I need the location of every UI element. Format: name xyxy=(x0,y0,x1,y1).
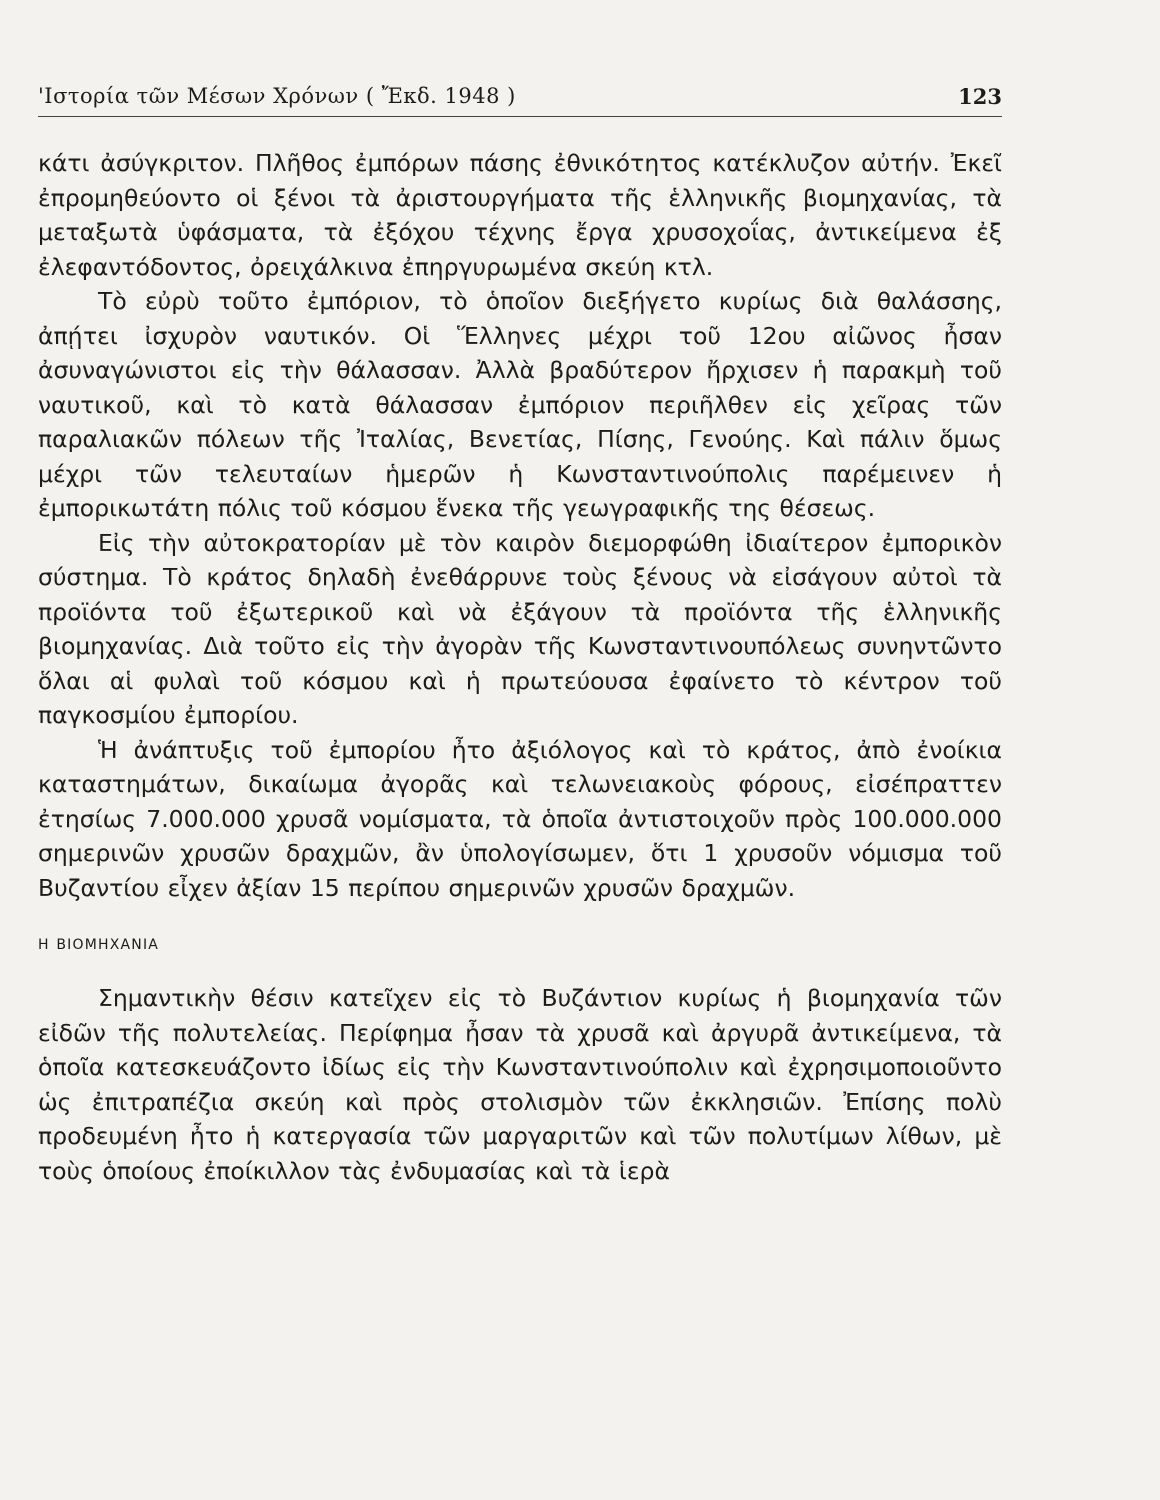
running-title: 'Ιστορία τῶν Μέσων Χρόνων ( Ἔκδ. 1948 ) xyxy=(38,84,516,108)
paragraph-trade-system: Εἰς τὴν αὐτοκρατορίαν μὲ τὸν καιρὸν διεμορφώθη ἰδιαίτερον ἐμπορικὸν σύστημα. Τὸ κράτος δηλαδὴ ἐνεθάρρυνε τοὺς ξένους νὰ εἰσάγουν αὐτοὶ τὰ προϊόντα τοῦ ἐξωτερικοῦ καὶ νὰ ἐξάγουν τὰ προϊόντα τῆς ἑλληνικῆς βιομηχανίας. Διὰ τοῦτο εἰς τὴν ἀγορὰν τῆς Κωνσταντινουπόλεως συνηντῶντο ὅλαι αἱ φυλαὶ τοῦ κόσμου καὶ ἡ πρωτεύουσα ἐφαίνετο τὸ κέντρον τοῦ παγκοσμίου ἐμπορίου. xyxy=(38,528,1002,729)
paragraph-trade-intro: κάτι ἀσύγκριτον. Πλῆθος ἐμπόρων πάσης ἐθνικότητος κατέκλυζον αὐτήν. Ἐκεῖ ἐπρομηθεύοντο οἱ ξένοι τὰ ἀριστουργήματα τῆς ἑλληνικῆς βιομηχανίας, τὰ μεταξωτὰ ὑφάσματα, τὰ ἐξόχου τέχνης ἔργα χρυσοχοΐας, ἀντικείμενα ἐξ ἐλεφαντόδοντος, ὀρειχάλκινα ἐπηργυρωμένα σκεύη κτλ. xyxy=(38,149,1002,281)
paragraph-navy: Τὸ εὐρὺ τοῦτο ἐμπόριον, τὸ ὁποῖον διεξήγετο κυρίως διὰ θαλάσσης, ἀπῄτει ἰσχυρὸν ναυτικόν. Οἱ Ἕλληνες μέχρι τοῦ 12ου αἰῶνος ἦσαν ἀσυναγώνιστοι εἰς τὴν θάλασσαν. Ἀλλὰ βραδύτερον ἤρχισεν ἡ παρακμὴ τοῦ ναυτικοῦ, καὶ τὸ κατὰ θάλασσαν ἐμπόριον περιῆλθεν εἰς χεῖρας τῶν παραλιακῶν πόλεων τῆς Ἰταλίας, Βενετίας, Πίσης, Γενούης. Καὶ πάλιν ὅμως μέχρι τῶν τελευταίων ἡμερῶν ἡ Κωνσταντινούπολις παρέμεινεν ἡ ἐμπορικωτάτη πόλις τοῦ κόσμου ἕνεκα τῆς γεωγραφικῆς της θέσεως. xyxy=(38,287,1002,522)
paragraph-revenue: Ἡ ἀνάπτυξις τοῦ ἐμπορίου ἦτο ἀξιόλογος καὶ τὸ κράτος, ἀπὸ ἐνοίκια καταστημάτων, δικαίωμα ἀγορᾶς καὶ τελωνειακοὺς φόρους, εἰσέπραττεν ἐτησίως 7.000.000 χρυσᾶ νομίσματα, τὰ ὁποῖα ἀντιστοιχοῦν πρὸς 100.000.000 σημερινῶν χρυσῶν δραχμῶν, ἂν ὑπολογίσωμεν, ὅτι 1 χρυσοῦν νόμισμα τοῦ Βυζαντίου εἶχεν ἀξίαν 15 περίπου σημερινῶν χρυσῶν δραχμῶν. xyxy=(38,735,1002,902)
page-number: 123 xyxy=(958,84,1002,109)
body-text xyxy=(38,146,1002,1188)
paragraph-industry: Σημαντικὴν θέσιν κατεῖχεν εἰς τὸ Βυζάντιον κυρίως ἡ βιομηχανία τῶν εἰδῶν τῆς πολυτελείας. Περίφημα ἦσαν τὰ χρυσᾶ καὶ ἀργυρᾶ ἀντικείμενα, τὰ ὁποῖα κατεσκευάζοντο ἰδίως εἰς τὴν Κωνσταντινούπολιν καὶ ἐχρησιμοποιοῦντο ὡς ἐπιτραπέζια σκεύη καὶ πρὸς στολισμὸν τῶν ἐκκλησιῶν. Ἐπίσης πολὺ προδευμένη ἦτο ἡ κατεργασία τῶν μαργαριτῶν καὶ τῶν πολυτίμων λίθων, μὲ τοὺς ὁποίους ἐποίκιλλον τὰς ἐνδυμασίας καὶ τὰ ἱερὰ xyxy=(38,984,1002,1185)
running-header xyxy=(38,82,1002,117)
section-heading-industry: Η ΒΙΟΜΗΧΑΝΙΑ xyxy=(38,937,160,953)
